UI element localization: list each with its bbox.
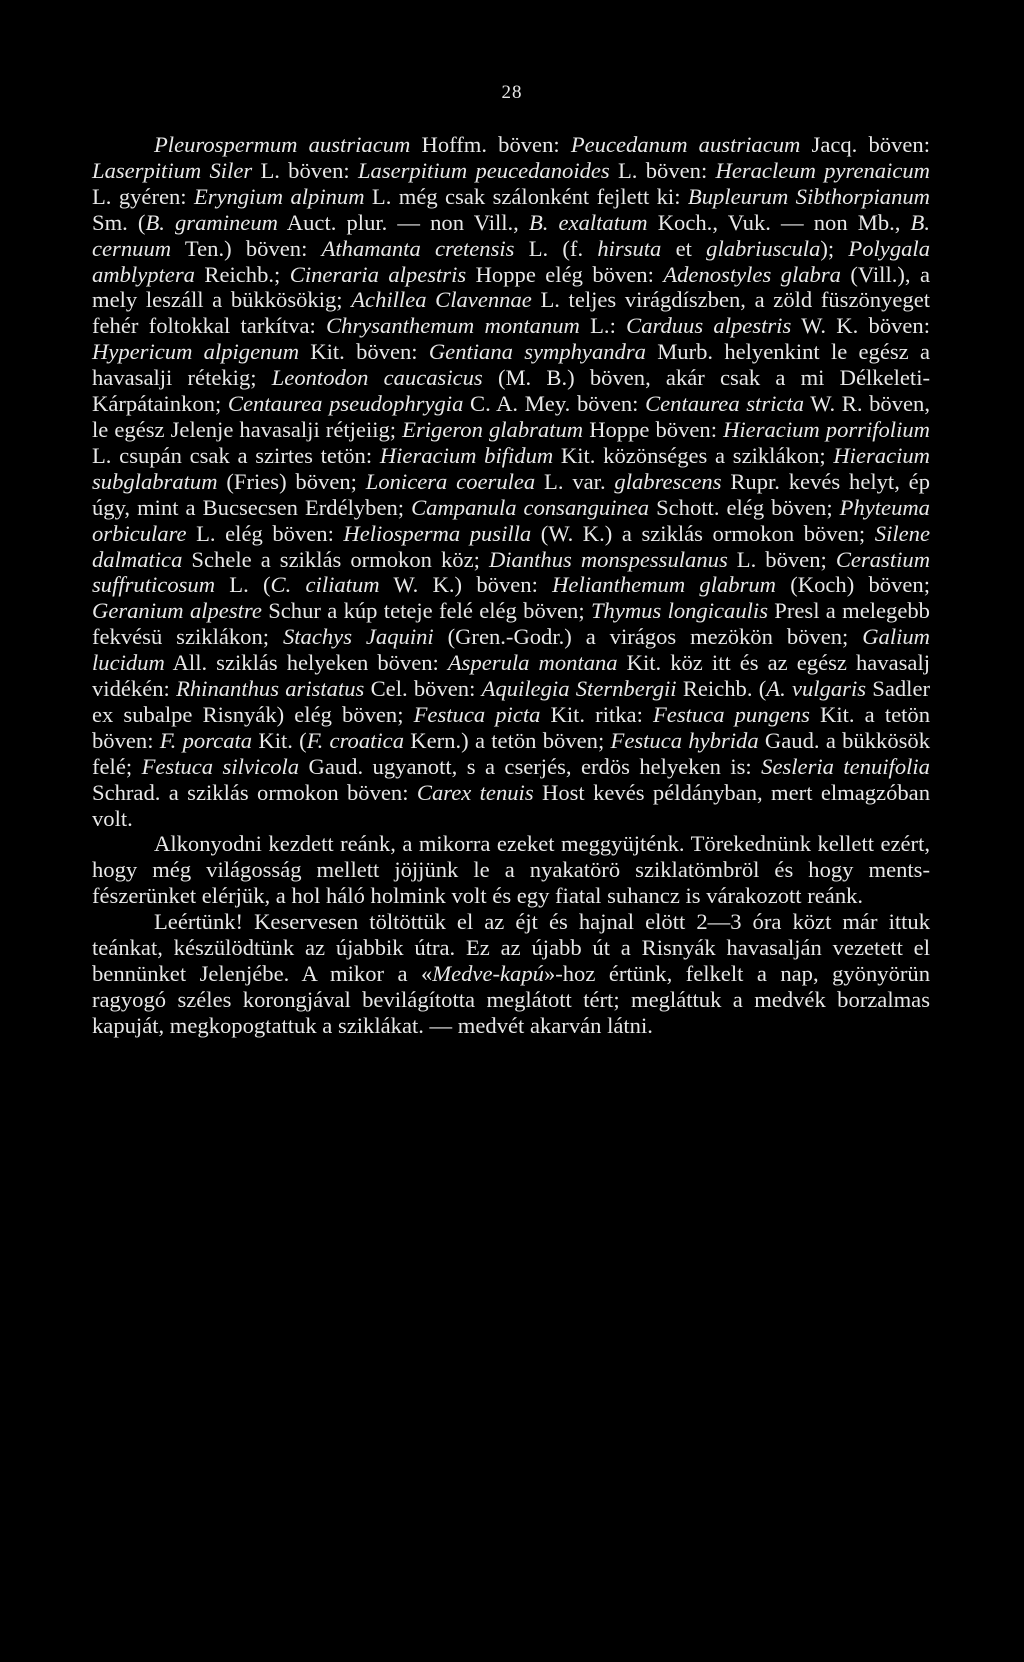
text-run: »-hoz értünk, felkelt a nap, gyönyörün ragyogó széles korongjával bevilágította meglátott tért; megláttuk a medvék borzalmas kapuját, megkopogtattuk a sziklákat. — medvét akarván látni.: [92, 961, 930, 1038]
page-number: 28: [501, 82, 523, 103]
text-run: Sadler ex subalpe Risnyák) elég böven;: [92, 676, 931, 727]
paragraph-dusk: [92, 831, 930, 909]
species-name: Silene dalmatica: [92, 520, 930, 572]
text-run: Kit. ritka:: [540, 701, 653, 727]
text-run: Schott. elég böven;: [649, 494, 840, 520]
text-run: Murb. helyenkint le egész a havasalji rétekig;: [92, 339, 930, 391]
species-name: F. porcata: [159, 727, 253, 753]
species-name: Chrysanthemum montanum: [326, 313, 580, 339]
species-name: Adenostyles glabra: [663, 261, 841, 287]
species-name: Geranium alpestre: [92, 598, 262, 624]
species-name: Polygala amblyptera: [92, 235, 930, 287]
species-name: Phyteuma orbiculare: [92, 494, 930, 546]
text-run: (Fries) böven;: [217, 468, 366, 494]
species-name: Bupleurum Sibthorpianum: [687, 183, 930, 209]
text-run: L. elég böven:: [186, 520, 344, 546]
text-run: Schur a kúp teteje felé elég böven;: [261, 598, 591, 624]
text-run: (M. B.) böven, akár csak a mi Délkeleti-Kárpátainkon;: [92, 365, 931, 417]
text-run: Jacq. böven:: [800, 132, 930, 157]
species-name: Sesleria tenuifolia: [761, 753, 930, 779]
text-run: Schrad. a sziklás ormokon böven:: [92, 779, 417, 805]
text-run: L. még csak szálonként fejlett ki:: [364, 183, 688, 209]
text-run: L. böven:: [252, 157, 358, 183]
species-name: B. gramineum: [145, 209, 278, 235]
species-name: Centaurea stricta: [645, 391, 805, 417]
species-name: Centaurea pseudophrygia: [227, 391, 464, 417]
text-run: All. sziklás helyeken böven:: [164, 650, 448, 676]
species-name: Festuca hybrida: [610, 727, 759, 753]
text-run: Host kevés példányban, mert elmagzóban volt.: [92, 779, 930, 831]
text-run: Kit. a tetön böven:: [92, 701, 930, 753]
text-run: Kit. (: [252, 727, 307, 753]
species-name: Stachys Jaquini: [282, 624, 434, 650]
text-run: L. (: [215, 572, 271, 598]
species-name: Campanula consanguinea: [411, 494, 650, 520]
species-name: Athamanta cretensis: [321, 235, 515, 261]
species-name: Hypericum alpigenum: [92, 339, 300, 365]
species-name: Eryngium alpinum: [193, 183, 365, 209]
text-run: W. K.) böven:: [379, 572, 553, 598]
text-run: L. teljes virágdíszben, a zöld füszönyeget fehér foltokkal tarkítva:: [92, 287, 930, 339]
body-text: [92, 132, 930, 1039]
text-run: L.:: [579, 313, 627, 339]
text-run: Cel. böven:: [364, 676, 482, 702]
text-run: Presl a melegebb fekvésü sziklákon;: [92, 598, 930, 650]
text-run: W. K. böven:: [791, 313, 931, 339]
species-name: B. cernuum: [92, 209, 930, 261]
paragraph-species-list: [92, 132, 930, 831]
species-name: B. exaltatum: [528, 209, 648, 235]
text-run: (W. K.) a sziklás ormokon böven;: [531, 520, 875, 546]
species-name: Laserpitium Siler: [92, 157, 253, 183]
species-name: Laserpitium peucedanoides: [357, 157, 610, 183]
species-name: Festuca silvicola: [141, 753, 300, 779]
text-run: Ten.) böven:: [171, 235, 322, 261]
species-name: C. ciliatum: [270, 572, 380, 598]
species-name: Heliosperma pusilla: [343, 520, 532, 546]
text-run: );: [820, 235, 849, 261]
species-name: glabrescens: [614, 468, 722, 494]
species-name: Pleurospermum austriacum: [154, 132, 411, 157]
species-name: Cerastium suffruticosum: [92, 546, 931, 598]
species-name: Medve-kapú: [432, 961, 544, 986]
species-name: Helianthemum glabrum: [552, 572, 776, 598]
text-run: L. var.: [535, 468, 615, 494]
species-name: Carex tenuis: [416, 779, 534, 805]
text-run: Sm. (: [92, 209, 146, 235]
species-name: Cineraria alpestris: [289, 261, 467, 287]
text-run: Koch., Vuk. — non Mb.,: [647, 209, 911, 235]
text-run: L. csupán csak a szirtes tetön:: [92, 442, 380, 468]
text-run: W. R. böven, le egész Jelenje havasalji rétjeiig;: [92, 391, 930, 442]
text-run: et: [661, 235, 707, 261]
text-run: Leértünk! Keservesen töltöttük el az éjt és hajnal elött 2—3 óra közt már ittuk teánkat, készülödtünk az újabbik útra. Ez az újabb út a Risnyák havasalján vezetett el bennünket Jelenjébe. A mikor a «: [92, 909, 930, 986]
text-run: (Vill.), a mely leszáll a bükkösökig;: [92, 261, 931, 313]
text-run: Schele a sziklás ormokon köz;: [182, 546, 489, 572]
text-run: (Koch) böven;: [775, 572, 930, 598]
text-run: L. gyéren:: [92, 183, 194, 209]
species-name: Hieracium bifidum: [379, 442, 554, 468]
species-name: Heracleum pyrenaicum: [715, 157, 930, 183]
species-name: Hieracium subglabratum: [92, 442, 930, 494]
text-run: Auct. plur. — non Vill.,: [277, 209, 529, 235]
species-name: Hieracium porrifolium: [723, 416, 930, 442]
text-run: Hoffm. böven:: [410, 132, 571, 157]
species-name: Aquilegia Sternbergii: [481, 676, 677, 702]
species-name: Thymus longicaulis: [590, 598, 768, 624]
species-name: Lonicera coerulea: [365, 468, 536, 494]
species-name: Achillea Clavennae: [351, 287, 532, 313]
text-run: Rupr. kevés helyt, ép úgy, mint a Bucsecsen Erdélyben;: [92, 468, 931, 520]
text-run: Kern.) a tetön böven;: [404, 727, 611, 753]
species-name: glabriuscula: [706, 235, 821, 261]
text-run: Gaud. a bükkösök felé;: [92, 727, 931, 779]
species-name: Carduus alpestris: [626, 313, 792, 339]
species-name: Galium lucidum: [92, 624, 930, 676]
text-run: Reichb. (: [676, 676, 767, 702]
species-name: Peucedanum austriacum: [570, 132, 801, 157]
species-name: Asperula montana: [447, 650, 618, 676]
text-run: Kit. köz itt és az egész havasalj vidékén:: [92, 650, 931, 702]
text-run: Alkonyodni kezdett reánk, a mikorra ezeket meggyüjténk. Törekednünk kellett ezért, hogy még világosság mellett jöjjünk le a nyakatörö sziklatömbröl és hogy ments-fészerünket elérjük, a hol háló holmink volt és egy fiatal suhancz is várakozott reánk.: [92, 831, 930, 909]
species-name: hirsuta: [597, 235, 662, 261]
text-run: Gaud. ugyanott, s a cserjés, erdös helyeken is:: [299, 753, 762, 779]
text-run: Hoppe elég böven:: [466, 261, 664, 287]
species-name: Festuca picta: [413, 701, 541, 727]
species-name: Erigeron glabratum: [402, 416, 584, 442]
text-run: Kit. közönséges a sziklákon;: [553, 442, 834, 468]
text-run: Reichb.;: [194, 261, 290, 287]
text-run: C. A. Mey. böven:: [463, 391, 646, 417]
species-name: F. croatica: [306, 727, 405, 753]
species-name: Rhinanthus aristatus: [176, 676, 365, 702]
species-name: Leontodon caucasicus: [271, 365, 483, 391]
species-name: Gentiana symphyandra: [428, 339, 646, 365]
text-run: (Gren.-Godr.) a virágos mezökön böven;: [433, 624, 863, 650]
species-name: Festuca pungens: [652, 701, 810, 727]
text-run: Kit. böven:: [299, 339, 429, 365]
species-name: A. vulgaris: [766, 676, 867, 702]
text-run: L. böven;: [727, 546, 836, 572]
species-name: Dianthus monspessulanus: [488, 546, 728, 572]
text-run: Hoppe böven:: [583, 416, 724, 442]
text-run: L. böven:: [609, 157, 716, 183]
paragraph-descent: [92, 909, 930, 1039]
text-run: L. (f.: [514, 235, 598, 261]
